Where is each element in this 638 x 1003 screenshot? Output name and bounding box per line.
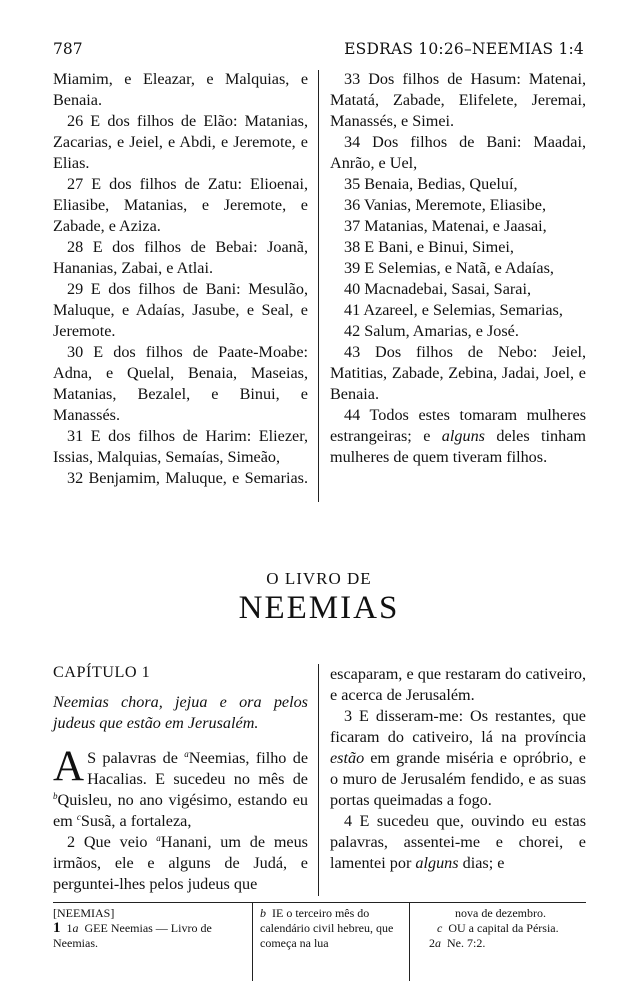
verse-text: Hanani, um de meus irmãos, ele e alguns de Judá, e perguntei-lhes pelos judeus que	[53, 833, 308, 893]
verse-text: 27 E dos filhos de Zatu: Elioenai, Eliasibe, Matanias, e Jeremote, e Zabade, e Aziza.	[53, 175, 308, 235]
verse-text: em grande miséria e opróbrio, e o muro de Jerusalém fendido, e as suas portas queimadas a fogo.	[330, 749, 586, 809]
book-title: NEEMIAS	[238, 590, 400, 626]
footnote-rule	[53, 902, 586, 903]
verse-text: 42 Salum, Amarias, e José.	[344, 322, 519, 340]
footnote-ref: 2	[429, 936, 435, 950]
footnote-divider	[409, 903, 410, 981]
verse-text: 39 E Selemias, e Natã, e Adaías,	[344, 259, 554, 277]
footnote-block-1	[53, 906, 248, 951]
verse-text: deles tinham mulheres de quem tiveram filhos.	[330, 427, 587, 466]
verse-text: 28 E dos filhos de Bebai: Joanã, Hananias, Zabai, e Atlai.	[53, 238, 308, 277]
verse-italic: alguns	[415, 854, 459, 872]
footnote-chapter: 1	[53, 920, 61, 936]
verse-text: 38 E Bani, e Binui, Simei,	[344, 238, 514, 256]
verse-text: 43 Dos filhos de Nebo: Jeiel, Matitias, Zabade, Zebina, Jadai, Joel, e Benaia.	[330, 343, 586, 403]
footnote-divider	[252, 903, 253, 981]
footnote-marker[interactable]: b	[53, 791, 58, 801]
bottom-right-column	[330, 664, 586, 874]
verse-text: 31 E dos filhos de Harim: Eliezer, Issias, Malquias, Semaías, Simeão,	[53, 427, 308, 466]
footnote-text: Ne. 7:2.	[447, 936, 486, 950]
verse-text: Miamim, e Eleazar, e Malquias, e Benaia.	[53, 70, 308, 109]
verse-text: 41 Azareel, e Selemias, Semarias,	[344, 301, 563, 319]
verse-text: S palavras de	[87, 749, 185, 767]
verse-4	[330, 811, 586, 874]
verse-text: 2 Que veio	[67, 833, 157, 851]
verse-2	[53, 832, 308, 895]
verse-text: 29 E dos filhos de Bani: Mesulão, Maluque, e Adaías, Jasube, e Seal, e Jeremote.	[53, 280, 308, 340]
column-divider	[318, 664, 319, 896]
verse-text: 26 E dos filhos de Elão: Matanias, Zacarias, e Jeiel, e Abdi, e Jeremote, e Elias.	[53, 112, 308, 172]
verse-italic: estão	[330, 749, 365, 767]
verse-text: Neemias, filho de Hacalias. E sucedeu no mês de	[87, 749, 309, 788]
running-head: ESDRAS 10:26–NEEMIAS 1:4	[344, 40, 584, 58]
chapter-summary: Neemias chora, jejua e ora pelos judeus que estão em Jerusalém.	[53, 693, 308, 732]
verse-italic: alguns	[441, 427, 485, 445]
verse-text: 40 Macnadebai, Sasai, Sarai,	[344, 280, 531, 298]
chapter-heading: CAPÍTULO 1	[53, 663, 151, 681]
footnote-letter: a	[72, 921, 79, 935]
footnote-letter: b	[260, 906, 266, 920]
footnote-entry	[260, 906, 405, 951]
footnote-marker[interactable]: c	[76, 812, 81, 822]
drop-cap: A	[53, 743, 85, 790]
verse-1	[53, 743, 309, 832]
verse-text: 33 Dos filhos de Hasum: Matenai, Matatá, Zabade, Elifelete, Jeremai, Manassés, e Simei.	[330, 70, 586, 130]
footnote-text: nova de dezembro.	[455, 906, 546, 920]
verse-text: 37 Matanias, Matenai, e Jaasai,	[344, 217, 547, 235]
footnote-entry	[415, 921, 586, 936]
verse-44	[330, 405, 586, 468]
verse-text: escaparam, e que restaram do cativeiro, e acerca de Jerusalém.	[330, 665, 586, 704]
verse-text: Susã, a fortaleza,	[80, 812, 192, 830]
verse-text: 4 E sucedeu que, ouvindo eu estas palavras, assentei-me e chorei, e lamentei por	[330, 812, 586, 872]
footnote-abbr: OU	[448, 921, 466, 935]
footnote-abbr: IE	[272, 906, 284, 920]
footnote-letter: a	[435, 936, 441, 950]
footnote-entry	[415, 936, 586, 951]
footnote-letter: c	[437, 921, 443, 935]
verse-text: 3 E disseram-me: Os restantes, que ficaram do cativeiro, lá na província	[330, 707, 586, 746]
footnote-text: a capital da Pérsia.	[468, 921, 559, 935]
verse-3	[330, 706, 586, 811]
column-divider	[318, 70, 319, 502]
verse-text: Quisleu, no ano vigésimo, estando eu em	[53, 791, 308, 830]
footnote-text: Neemias — Livro de Neemias.	[53, 921, 212, 950]
top-right-column	[330, 69, 586, 468]
footnote-book-tag: [NEEMIAS]	[53, 906, 115, 920]
footnote-entry	[53, 921, 248, 951]
page-number: 787	[53, 40, 83, 58]
footnote-text: o terceiro mês do calendário civil hebreu, que começa na lua	[260, 906, 394, 950]
footnote-abbr: GEE	[84, 921, 108, 935]
verse-text: dias; e	[458, 854, 505, 872]
footnote-marker[interactable]: a	[184, 749, 189, 759]
bottom-left-column	[53, 662, 308, 895]
verse-text: 35 Benaia, Bedias, Queluí,	[344, 175, 518, 193]
verse-text: 30 E dos filhos de Paate-Moabe: Adna, e Quelal, Benaia, Maseias, Matanias, Bezalel, e Binui, e Manassés.	[53, 343, 308, 424]
verse-text: 34 Dos filhos de Bani: Maadai, Anrão, e Uel,	[330, 133, 586, 172]
verse-text: 32 Benjamim, Maluque, e Semarias.	[67, 469, 308, 487]
footnote-block-3	[415, 906, 586, 951]
top-left-column	[53, 69, 308, 489]
footnote-marker[interactable]: a	[156, 833, 161, 843]
footnote-block-2	[260, 906, 405, 951]
verse-text: 36 Vanias, Meremote, Eliasibe,	[344, 196, 546, 214]
verse-text: 44 Todos estes tomaram mulheres estrangeiras; e	[330, 406, 586, 445]
footnote-ref: 1	[66, 921, 73, 935]
book-title-prefix: O LIVRO DE	[266, 569, 372, 588]
